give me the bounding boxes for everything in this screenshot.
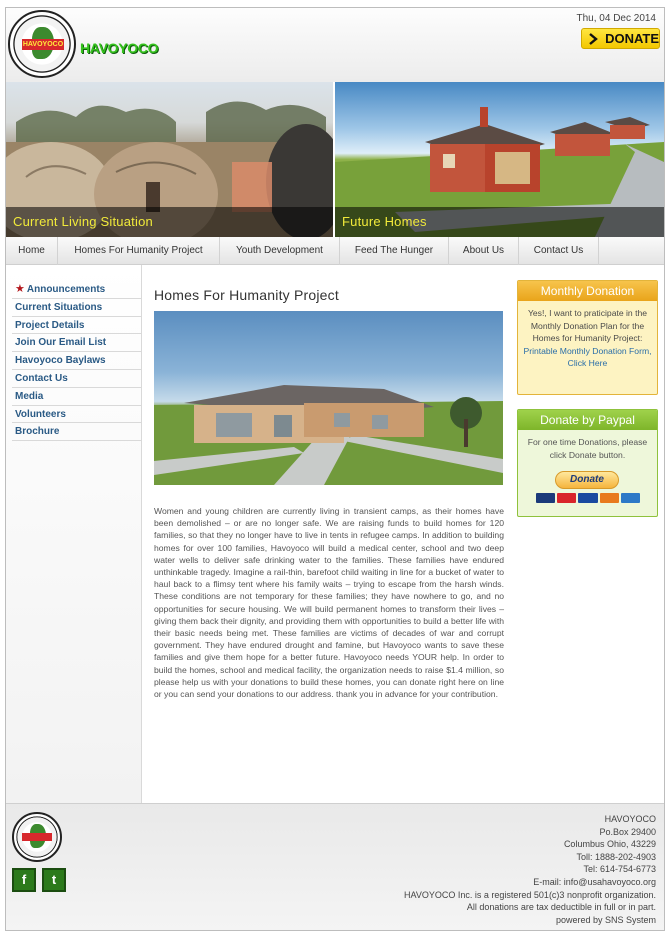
credit-card-icons (536, 493, 640, 503)
donate-label: DONATE (605, 31, 659, 46)
footer-tel: Tel: 614-754-6773 (583, 864, 656, 875)
footer-contact (336, 813, 656, 926)
nav-about-us[interactable]: About Us (449, 237, 519, 265)
banner-future-homes[interactable] (335, 82, 664, 237)
monthly-donation-text: Yes!, I want to praticipate in the Monthly Donation Plan for the Homes for Humanity Project: (527, 308, 648, 344)
sidebar-menu (12, 281, 141, 441)
monthly-donation-box (517, 280, 658, 395)
current-date: Thu, 04 Dec 2014 (576, 13, 656, 24)
footer-toll: Toll: 1888-202-4903 (576, 851, 656, 862)
sidebar-item-label: Announcements (26, 284, 106, 295)
main-content (142, 265, 508, 803)
chevron-right-icon (586, 32, 599, 46)
sidebar-item-current-situations[interactable]: Current Situations (12, 299, 141, 317)
sidebar-item-media[interactable]: Media (12, 388, 141, 406)
sidebar-item-brochure[interactable]: Brochure (12, 423, 141, 441)
footer-nonprofit-note: HAVOYOCO Inc. is a registered 501(c)3 nonprofit organization. (404, 889, 656, 900)
header (6, 8, 664, 82)
amex-icon (621, 493, 640, 503)
facebook-icon[interactable]: f (12, 868, 36, 892)
nav-contact-us[interactable]: Contact Us (519, 237, 599, 265)
nav-home[interactable]: Home (6, 237, 58, 265)
paypal-donation-box (517, 409, 658, 517)
sidebar-item-email-list[interactable]: Join Our Email List (12, 334, 141, 352)
footer (6, 803, 664, 931)
monthly-donation-heading: Monthly Donation (518, 281, 657, 301)
main-nav (6, 237, 664, 265)
monthly-donation-form-link[interactable]: Printable Monthly Donation Form, Click Here (523, 345, 652, 369)
page (5, 7, 665, 931)
banner-caption-current: Current Living Situation (6, 207, 333, 237)
logo[interactable] (8, 10, 76, 78)
footer-tax-note: All donations are tax deductible in full or in part. (466, 902, 656, 913)
footer-logo-band (22, 833, 52, 841)
nav-youth-development[interactable]: Youth Development (220, 237, 340, 265)
sidebar-item-bylaws[interactable]: Havoyoco Baylaws (12, 352, 141, 370)
mastercard-icon (557, 493, 576, 503)
sidebar-item-contact-us[interactable]: Contact Us (12, 370, 141, 388)
banner-caption-future: Future Homes (335, 207, 664, 237)
footer-po-box: Po.Box 29400 (599, 826, 656, 837)
footer-logo[interactable] (12, 812, 62, 862)
page-title: Homes For Humanity Project (154, 287, 339, 303)
sidebar-item-announcements[interactable] (12, 281, 141, 299)
logo-band: HAVOYOCO (22, 41, 64, 48)
sidebar (6, 265, 142, 803)
footer-powered-by[interactable]: powered by SNS System (555, 914, 656, 925)
sidebar-item-project-details[interactable]: Project Details (12, 317, 141, 335)
paypal-heading: Donate by Paypal (518, 410, 657, 430)
paypal-text: For one time Donations, please click Donate button. (527, 437, 648, 460)
brand-name[interactable]: HAVOYOCO (80, 40, 159, 56)
house-render-image (154, 311, 503, 485)
banner-current-living[interactable] (6, 82, 333, 237)
donate-button[interactable] (581, 28, 660, 49)
project-description: Women and young children are currently living in transient camps, as their homes have been demolished – or are no longer safe. We are raising funds to build homes for 120 families, so that they no longer have to live in tents in refugee camps. In addition to building homes for over 100 families, Havoyoco will build a medical center, school and two deep water wells to deliver safe drinking water to the families. These families have endured unthinkable tragedy. Imagine a rail-thin, barefoot child waiting in line for a bucket of water to haul back to a flimsy tent where his family waits – trying to escape from the harsh winds. These conditions are not temporary for these families; they have nowhere to go, and no opportunities for secure housing. We will build permanent homes to transform their lives – giving them back their dignity, and providing them with opportunities to build a better life with their basic needs being met. These families are victims of decades of war and corrupt government. They have endured drought and famine, but Havoyoco wants to save these families and give them hope for a better future. Havoyoco needs YOUR help. In order to build the homes, school and medical facility, the organization needs to raise $1.4 million, so please help us with your donations to build these homes, you can donate right here on line or you can send your donations to our address. thank you in advance for your contribution. (154, 506, 504, 700)
footer-email[interactable]: E-mail: info@usahavoyoco.org (533, 876, 656, 887)
paypal-donate-button[interactable]: Donate (555, 471, 619, 489)
house-render (154, 311, 503, 485)
footer-org-name: HAVOYOCO (604, 814, 656, 824)
twitter-icon[interactable]: t (42, 868, 66, 892)
nav-homes-for-humanity[interactable]: Homes For Humanity Project (58, 237, 220, 265)
star-icon: ★ (15, 283, 25, 295)
nav-feed-the-hunger[interactable]: Feed The Hunger (340, 237, 449, 265)
bank-card-icon (536, 493, 555, 503)
sidebar-item-volunteers[interactable]: Volunteers (12, 406, 141, 424)
visa-icon (578, 493, 597, 503)
discover-icon (600, 493, 619, 503)
footer-city: Columbus Ohio, 43229 (563, 839, 656, 850)
